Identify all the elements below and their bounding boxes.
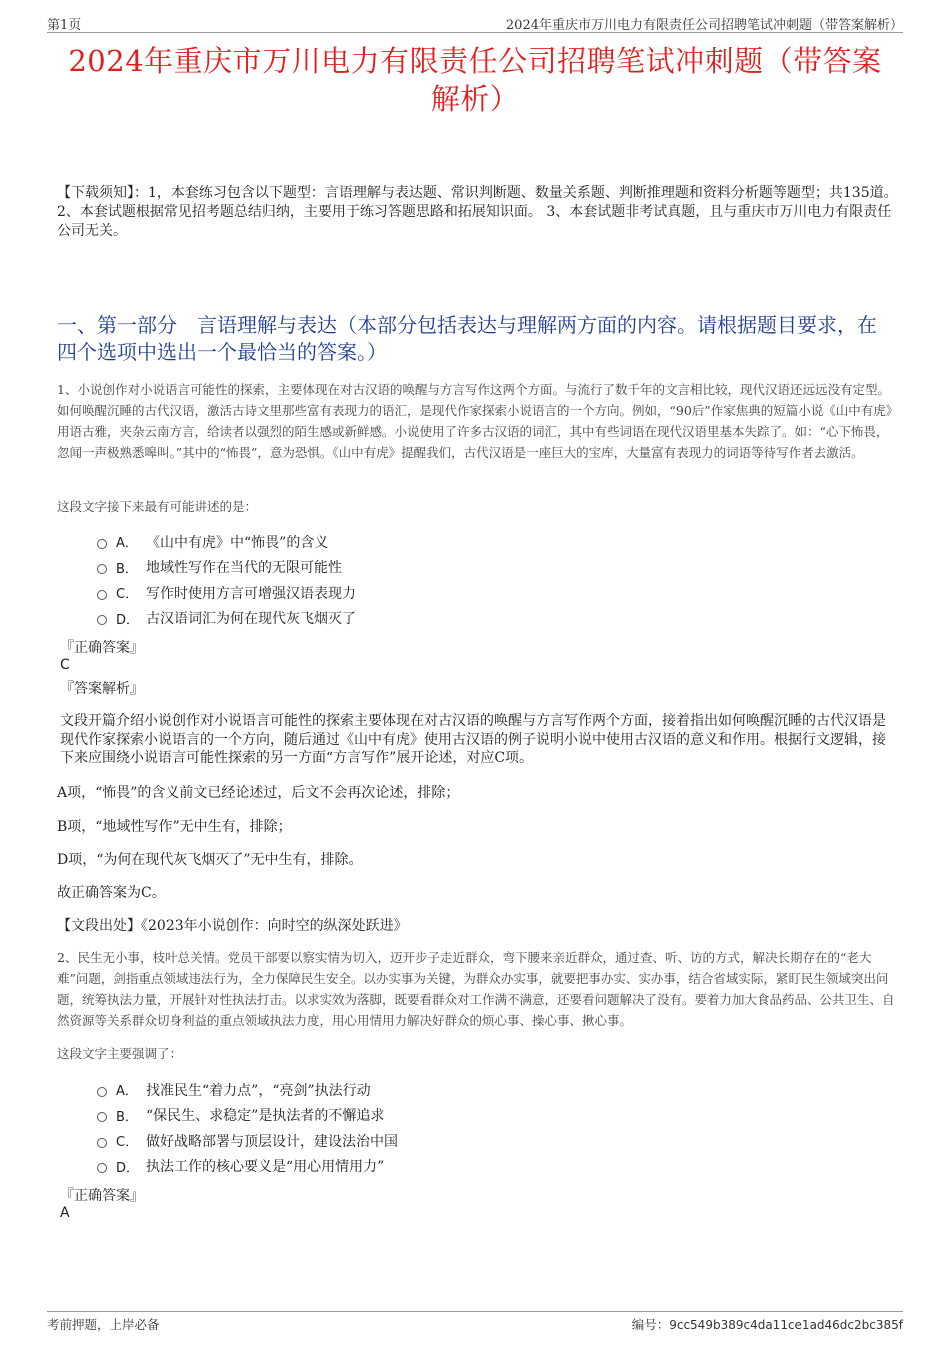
question-1-analysis-d: D项，“为何在现代灰飞烟灭了”无中生有，排除。 bbox=[57, 852, 363, 868]
question-1-passage: 1、小说创作对小说语言可能性的探索，主要体现在对古汉语的唤醒与方言写作这两个方面。与流行了数千年的文言相比较，现代汉语还远远没有定型。如何唤醒沉睡的古代汉语，激活古诗文里那些富有表现力的语汇，是现代作家探索小说语言的一个方向。例如，“90后”作家焦典的短篇小说《山中有虎》用语古雅，夹杂云南方言，给读者以强烈的陌生感或新鲜感。小说使用了许多古汉语的词汇，其中有些词语在现代汉语里基本失踪了。如：“心下怖畏，忽闻一声极熟悉嗥叫。”其中的“怖畏”，意为恐惧。《山中有虎》提醒我们，古代汉语是一座巨大的宝库，大量富有表现力的词语等待写作者去激活。 bbox=[57, 382, 892, 460]
option-letter: D． bbox=[116, 1160, 140, 1176]
question-1-options bbox=[97, 529, 356, 631]
section-heading: 一、第一部分 言语理解与表达（本部分包括表达与理解两方面的内容。请根据题目要求，在四个选项中选出一个最恰当的答案。） bbox=[57, 313, 877, 364]
page-footer bbox=[47, 1311, 903, 1334]
header-doc-title: 2024年重庆市万川电力有限责任公司招聘笔试冲刺题（带答案解析） bbox=[505, 18, 903, 33]
question-1-analysis-a: A项，“怖畏”的含义前文已经论述过，后文不会再次论述，排除； bbox=[57, 785, 460, 801]
footer-code bbox=[632, 1315, 903, 1333]
option-letter: D． bbox=[116, 612, 140, 628]
radio-icon[interactable] bbox=[97, 1087, 107, 1097]
option-text: 找准民生“着力点”，“亮剑”执法行动 bbox=[146, 1082, 371, 1099]
radio-icon[interactable] bbox=[97, 564, 107, 574]
option-letter: A． bbox=[116, 536, 138, 552]
option-text: 《山中有虎》中“怖畏”的含义 bbox=[146, 534, 329, 551]
question-1-answer-label: 『正确答案』 bbox=[60, 640, 144, 656]
footer-code-label: 编号： bbox=[631, 1317, 670, 1332]
page-header bbox=[47, 12, 903, 33]
document-title bbox=[50, 42, 900, 118]
radio-icon[interactable] bbox=[97, 1163, 107, 1173]
radio-icon[interactable] bbox=[97, 615, 107, 625]
radio-icon[interactable] bbox=[97, 1138, 107, 1148]
question-2-options bbox=[97, 1077, 398, 1179]
question-1-analysis: 文段开篇介绍小说创作对小说语言可能性的探索主要体现在对古汉语的唤醒与方言写作两个方面，接着指出如何唤醒沉睡的古代汉语是现代作家探索小说语言的一个方向，随后通过《山中有虎》使用古汉语的例子说明小说中使用古汉语的意义和作用。根据行文逻辑，接下来应围绕小说语言可能性探索的另一方面“方言写作”展开论述，对应C项。 bbox=[60, 713, 886, 766]
option-text: 执法工作的核心要义是“用心用情用力” bbox=[146, 1159, 385, 1176]
radio-icon[interactable] bbox=[97, 590, 107, 600]
question-2-option-d[interactable] bbox=[97, 1154, 398, 1180]
option-letter: C． bbox=[116, 1135, 139, 1151]
question-1-option-a[interactable] bbox=[97, 529, 356, 555]
question-1-option-d[interactable] bbox=[97, 606, 356, 632]
radio-icon[interactable] bbox=[97, 1112, 107, 1122]
question-2-answer: A bbox=[60, 1205, 70, 1221]
question-1-answer: C bbox=[60, 657, 70, 673]
option-letter: A． bbox=[116, 1084, 138, 1100]
option-letter: C． bbox=[116, 587, 139, 603]
title-line-2: 解析） bbox=[430, 82, 520, 116]
option-letter: B． bbox=[116, 561, 138, 577]
page-number: 第1页 bbox=[47, 18, 82, 33]
question-1-option-c[interactable] bbox=[97, 580, 356, 606]
question-1-option-b[interactable] bbox=[97, 555, 356, 581]
option-text: 古汉语词汇为何在现代灰飞烟灭了 bbox=[146, 611, 356, 628]
option-text: 写作时使用方言可增强汉语表现力 bbox=[146, 585, 356, 602]
question-1-conclusion: 故正确答案为C。 bbox=[57, 885, 166, 901]
download-notice: 【下载须知】：1，本套练习包含以下题型：言语理解与表达题、常识判断题、数量关系题、判断推理题和资料分析题等题型；共135道。 2、本套试题根据常见招考题总结归纳，主要用于练习答题思路和拓展知识面。 3、本套试题非考试真题，且与重庆市万川电力有限责任公司无关。 bbox=[57, 185, 898, 239]
option-text: 地域性写作在当代的无限可能性 bbox=[146, 560, 342, 577]
radio-icon[interactable] bbox=[97, 539, 107, 549]
option-letter: B． bbox=[116, 1109, 138, 1125]
question-2-passage: 2、民生无小事，枝叶总关情。党员干部要以察实情为切入，迈开步子走近群众，弯下腰来亲近群众，通过查、听、访的方式，解决长期存在的“老大难”问题，剑指重点领域违法行为，全力保障民生安全。以办实事为关键，为群众办实事，就要把事办实、实办事，结合省域实际，紧盯民生领域突出问题，统筹执法力量，开展针对性执法打击。以求实效为落脚，既要看群众对工作满不满意，还要看问题解决了没有。要着力加大食品药品、公共卫生、自然资源等关系群众切身利益的重点领域执法力度，用心用情用力解决好群众的烦心事、操心事、揪心事。 bbox=[57, 950, 895, 1028]
footer-code-value: 9cc549b389c4da11ce1ad46dc2bc385f bbox=[669, 1318, 903, 1332]
question-1-prompt: 这段文字接下来最有可能讲述的是： bbox=[57, 499, 258, 514]
question-2-option-b[interactable] bbox=[97, 1103, 398, 1129]
question-1-analysis-label: 『答案解析』 bbox=[60, 681, 144, 697]
question-2-prompt: 这段文字主要强调了： bbox=[57, 1046, 183, 1061]
question-2-answer-label: 『正确答案』 bbox=[60, 1188, 144, 1204]
footer-slogan: 考前押题，上岸必备 bbox=[47, 1317, 160, 1332]
title-line-1: 2024年重庆市万川电力有限责任公司招聘笔试冲刺题（带答案 bbox=[68, 44, 882, 78]
question-2-option-a[interactable] bbox=[97, 1077, 398, 1103]
question-2-option-c[interactable] bbox=[97, 1128, 398, 1154]
question-1-source: 【文段出处】《2023年小说创作：向时空的纵深处跃进》 bbox=[57, 918, 408, 934]
question-1-analysis-b: B项，“地域性写作”无中生有，排除； bbox=[57, 819, 292, 835]
option-text: 做好战略部署与顶层设计，建设法治中国 bbox=[146, 1133, 398, 1150]
option-text: “保民生、求稳定”是执法者的不懈追求 bbox=[146, 1108, 385, 1125]
